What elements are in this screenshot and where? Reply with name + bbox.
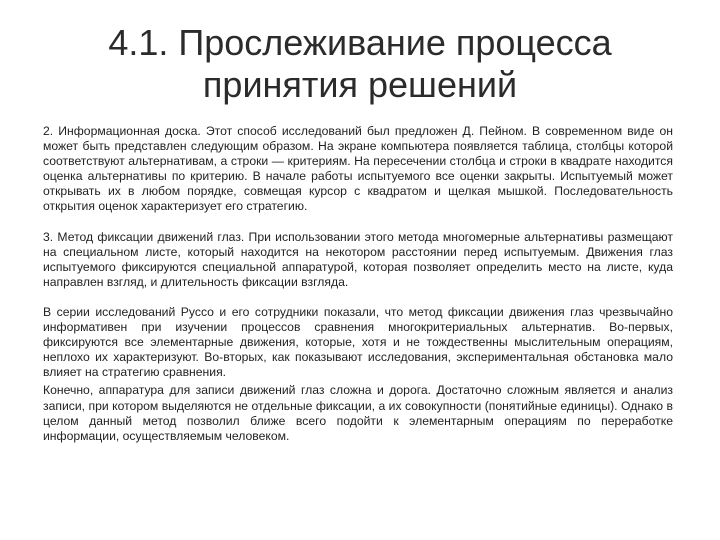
paragraph-eye-movement-method: 3. Метод фиксации движений глаз. При использовании этого метода многомерные альтернативы размещают на специальном листе, который находится на некотором расстоянии перед испытуемым. Движения глаз испытуемого фиксируются специальной аппаратурой, которая позволяет определить место на листе, куда направлен взгляд, и длительность фиксации взгляда. bbox=[43, 229, 673, 289]
slide-title bbox=[40, 22, 680, 106]
paragraph-russo-research: В серии исследований Руссо и его сотрудники показали, что метод фиксации движения глаз чрезвычайно информативен при изучении процессов сравнения многокритериальных альтернатив. Во-первых, фиксируются все элементарные движения, которые, хотя и не тождественны мыслительным операциям, неплохо их характеризуют. Во-вторых, как показывают исследования, экспериментальная обстановка мало влияет на стратегию сравнения. bbox=[43, 304, 673, 380]
paragraph-information-board: 2. Информационная доска. Этот способ исследований был предложен Д. Пейном. В современном виде он может быть представлен следующим образом. На экране компьютера появляется таблица, столбцы которой соответствуют альтернативам, а строки — критериям. На пересечении столбца и строки в квадрате находится оценка альтернативы по критерию. В начале работы испытуемого все оценки закрыты. Испытуемый может открывать их в любом порядке, совмещая курсор с квадратом и щелкая мышкой. Последовательность открытия оценок характеризует его стратегию. bbox=[43, 124, 673, 214]
slide-title-line-1: 4.1. Прослеживание процесса bbox=[108, 22, 612, 63]
slide-body bbox=[43, 124, 673, 444]
paragraph-equipment-conclusion: Конечно, аппаратура для записи движений глаз сложна и дорога. Достаточно сложным является и анализ записи, при котором выделяются не отдельные фиксации, а их совокупности (понятийные единицы). Однако в целом данный метод позволил ближе всего подойти к элементарным операциям по переработке информации, осуществляемым человеком. bbox=[43, 383, 673, 443]
paragraph-spacer bbox=[43, 290, 673, 305]
paragraph-spacer bbox=[43, 215, 673, 230]
slide-title-line-2: принятия решений bbox=[202, 64, 518, 105]
